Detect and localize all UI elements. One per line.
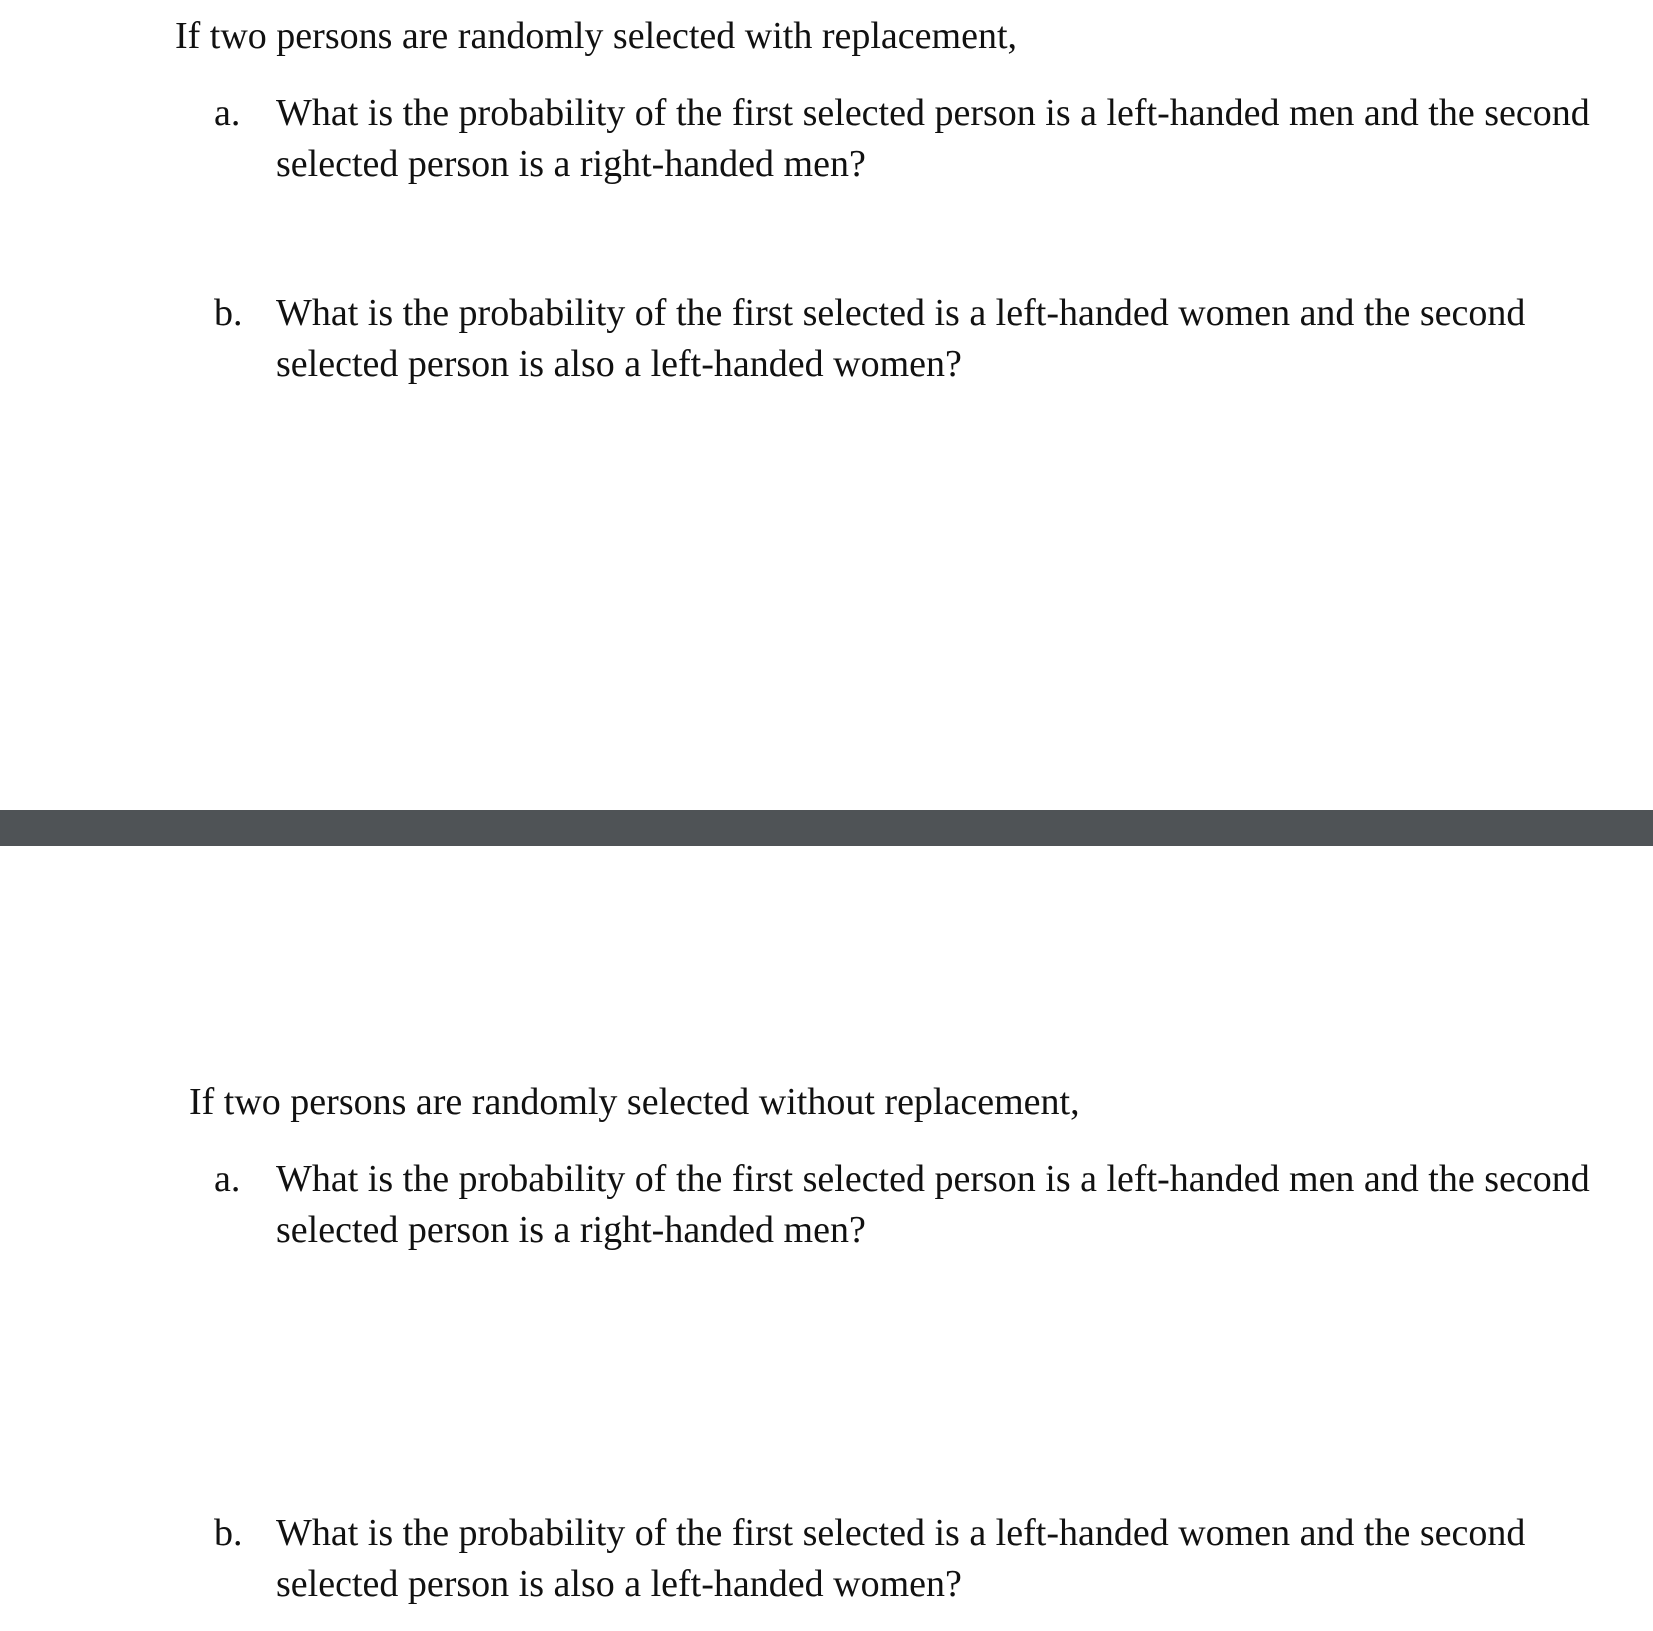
section-intro-with-replacement: If two persons are randomly selected with replacement, (175, 15, 1018, 57)
question-text: What is the probability of the first selected person is a left-handed men and the second selected person is a right-handed men? (276, 1158, 1590, 1251)
question-letter: b. (214, 1512, 243, 1554)
question-text: What is the probability of the first selected person is a left-handed men and the second selected person is a right-handed men? (276, 92, 1590, 185)
question-text: What is the probability of the first selected is a left-handed women and the second selected person is also a left-handed women? (276, 292, 1526, 385)
document-page-top (0, 0, 1653, 810)
document-page-bottom (0, 846, 1653, 1631)
question-text: What is the probability of the first selected is a left-handed women and the second selected person is also a left-handed women? (276, 1512, 1526, 1605)
question-letter: a. (214, 1158, 241, 1200)
page-separator-bar (0, 810, 1653, 846)
section-intro-without-replacement: If two persons are randomly selected without replacement, (189, 1081, 1080, 1123)
question-letter: b. (214, 292, 243, 334)
question-letter: a. (214, 92, 241, 134)
